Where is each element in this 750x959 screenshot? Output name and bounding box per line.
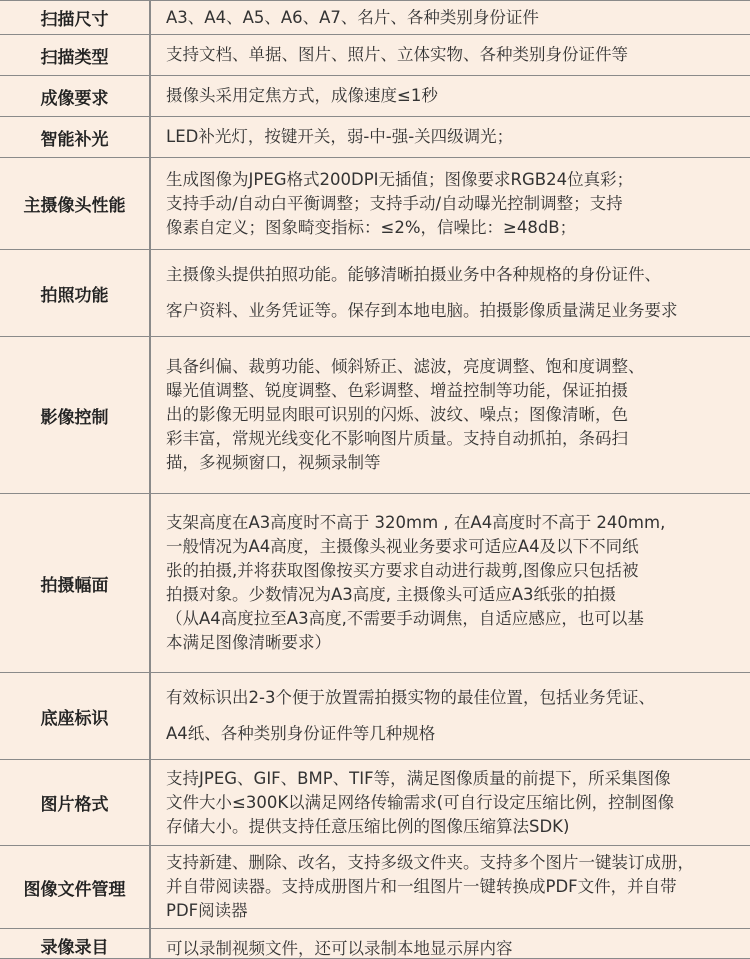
- spec-row: [0, 117, 750, 158]
- spec-label: 智能补光: [0, 117, 151, 157]
- spec-value-line: 生成图像为JPEG格式200DPI无插值；图像要求RGB24位真彩；: [166, 169, 634, 189]
- spec-value: [151, 76, 750, 116]
- spec-value: [151, 494, 750, 672]
- spec-value: [151, 1, 750, 34]
- spec-value-line: 本满足图像清晰要求）: [166, 633, 331, 652]
- spec-value-line: 支架高度在A3高度时不高于 320mm , 在A4高度时不高于 240mm,: [166, 513, 666, 532]
- spec-value-line: 支持JPEG、GIF、BMP、TIF等，满足图像质量的前提下，所采集图像: [166, 768, 671, 788]
- spec-value-line: 曝光值调整、锐度调整、色彩调整、增益控制等功能，保证拍摄: [166, 381, 628, 400]
- spec-value: [151, 250, 750, 336]
- spec-value-line: 描，多视频窗口，视频录制等: [166, 453, 381, 472]
- spec-value: [151, 158, 750, 249]
- spec-value-line: PDF阅读器: [166, 901, 248, 920]
- spec-value-line: 一般情况为A4高度，主摄像头视业务要求可适应A4及以下不同纸: [166, 537, 639, 556]
- spec-value-line: 像素自定义；图象畸变指标：≤2%，信噪比：≥48dB；: [166, 217, 577, 237]
- spec-value-line: 出的影像无明显肉眼可识别的闪烁、波纹、噪点；图像清晰，色: [166, 405, 628, 424]
- spec-row: [0, 929, 750, 959]
- spec-value-line: （从A4高度拉至A3高度,不需要手动调焦，自适应感应，也可以基: [166, 609, 644, 628]
- spec-row: [0, 76, 750, 117]
- spec-value-line: 并自带阅读器。支持成册图片和一组图片一键转换成PDF文件，并自带: [166, 877, 677, 896]
- spec-value-line: 支持手动/自动白平衡调整；支持手动/自动曝光控制调整；支持: [166, 193, 623, 213]
- spec-label: 主摄像头性能: [0, 158, 151, 249]
- spec-label: 拍照功能: [0, 250, 151, 336]
- spec-value-line: A4纸、各种类别身份证件等几种规格: [166, 724, 436, 743]
- spec-value-line: 有效标识出2-3个便于放置需拍摄实物的最佳位置，包括业务凭证、: [166, 688, 655, 707]
- spec-label: 扫描尺寸: [0, 1, 151, 34]
- spec-label: 影像控制: [0, 337, 151, 493]
- spec-row: [0, 35, 750, 76]
- spec-label: 扫描类型: [0, 35, 151, 75]
- spec-value-line: 主摄像头提供拍照功能。能够清晰拍摄业务中各种规格的身份证件、: [166, 265, 661, 284]
- spec-value-line: 具备纠偏、裁剪功能、倾斜矫正、滤波，亮度调整、饱和度调整、: [166, 357, 645, 376]
- spec-label: 成像要求: [0, 76, 151, 116]
- spec-value: [151, 846, 750, 928]
- spec-row: [0, 846, 750, 929]
- spec-value-line: 文件大小≤300K以满足网络传输需求(可自行设定压缩比例，控制图像: [166, 792, 675, 812]
- spec-value: [151, 35, 750, 75]
- spec-value: [151, 929, 750, 958]
- spec-value: [151, 117, 750, 157]
- spec-value-line: 彩丰富，常规光线变化不影响图片质量。支持自动抓拍，条码扫: [166, 429, 628, 448]
- spec-value-line: 存储大小。提供支持任意压缩比例的图像压缩算法SDK): [166, 816, 570, 836]
- spec-row: [0, 250, 750, 337]
- spec-label: 录像录目: [0, 929, 151, 958]
- spec-value-line: 可以录制视频文件，还可以录制本地显示屏内容: [166, 939, 513, 958]
- spec-value: [151, 673, 750, 759]
- spec-label: 拍摄幅面: [0, 494, 151, 672]
- spec-value-line: 拍摄对象。少数情况为A3高度, 主摄像头可适应A3纸张的拍摄: [166, 585, 617, 604]
- spec-value-line: 支持文档、单据、图片、照片、立体实物、各种类别身份证件等: [166, 45, 628, 64]
- spec-value: [151, 337, 750, 493]
- spec-label: 图片格式: [0, 760, 151, 845]
- spec-value-line: A3、A4、A5、A6、A7、名片、各种类别身份证件: [166, 7, 539, 27]
- spec-value: [151, 760, 750, 845]
- spec-row: [0, 1, 750, 35]
- spec-row: [0, 158, 750, 250]
- spec-value-line: 张的拍摄,并将获取图像按买方要求自动进行裁剪,图像应只包括被: [166, 561, 639, 580]
- spec-value-line: LED补光灯，按键开关，弱-中-强-关四级调光；: [166, 127, 514, 146]
- spec-label: 底座标识: [0, 673, 151, 759]
- spec-value-line: 客户资料、业务凭证等。保存到本地电脑。拍摄影像质量满足业务要求: [166, 301, 678, 320]
- spec-row: [0, 337, 750, 494]
- spec-row: [0, 494, 750, 673]
- spec-label: 图像文件管理: [0, 846, 151, 928]
- spec-value-line: 支持新建、删除、改名，支持多级文件夹。支持多个图片一键装订成册，: [166, 853, 694, 872]
- spec-row: [0, 673, 750, 760]
- spec-value-line: 摄像头采用定焦方式，成像速度≤1秒: [166, 86, 438, 105]
- spec-row: [0, 760, 750, 846]
